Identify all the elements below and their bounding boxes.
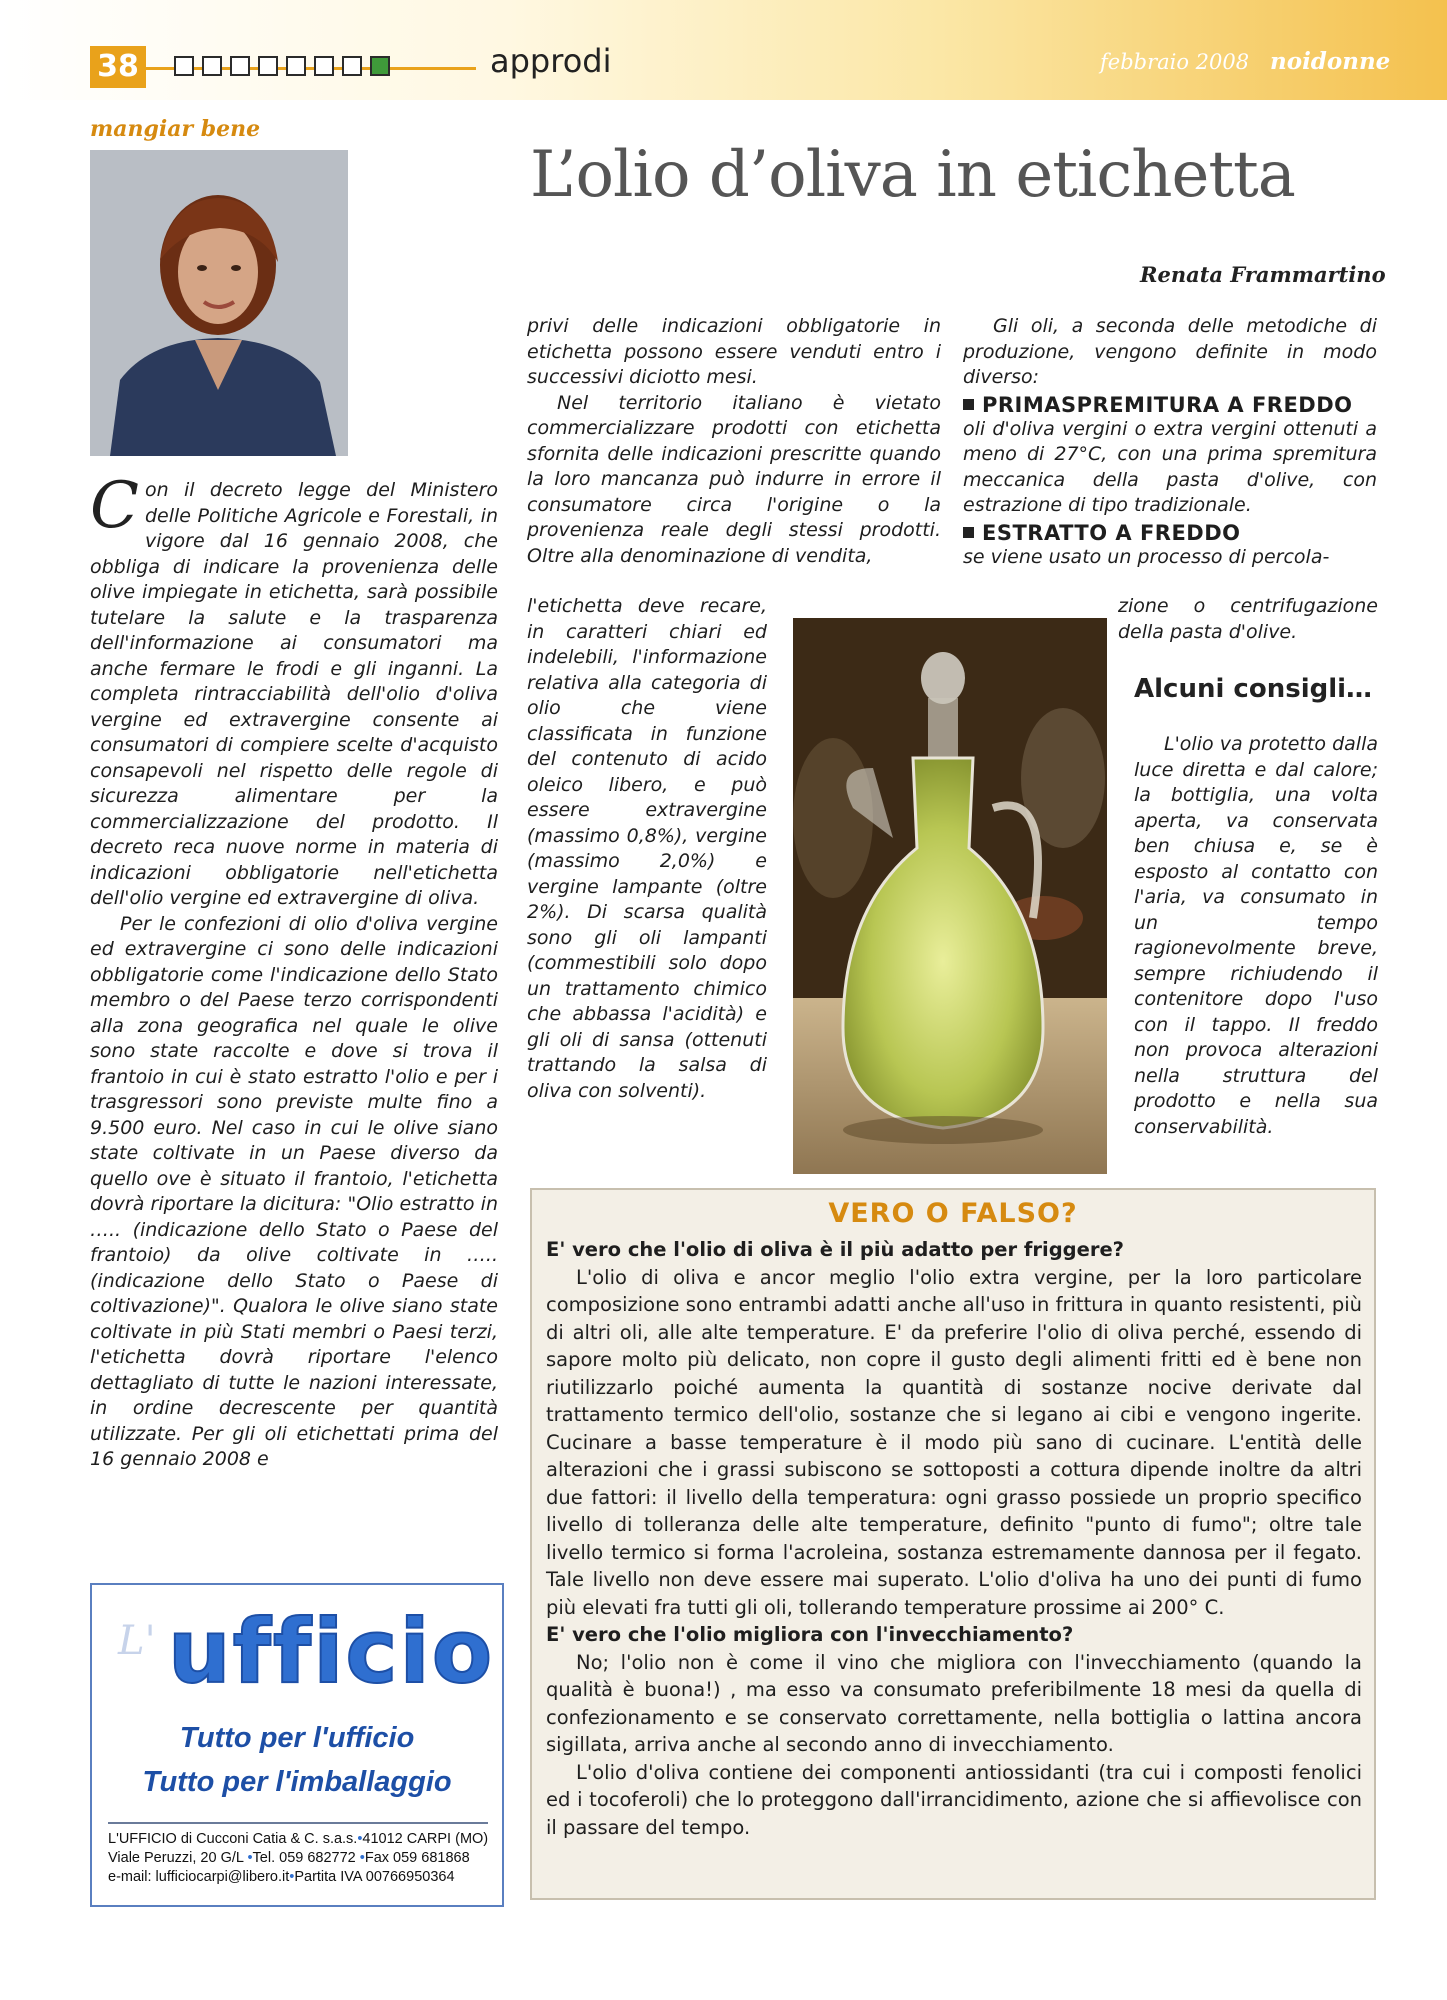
cruet-illustration	[793, 618, 1107, 1174]
ad-divider	[108, 1822, 488, 1824]
vero-falso-body	[546, 1236, 1362, 1841]
body-paragraph: se viene usato un processo di percola-	[963, 545, 1330, 568]
body-paragraph: privi delle indicazioni obbligatorie in etichetta possono essere venduti entro i successivi diciotto mesi.	[527, 315, 941, 388]
section-marker	[202, 56, 222, 76]
question: E' vero che l'olio migliora con l'invecchiamento?	[546, 1623, 1074, 1646]
subheading-primaspremitura: PRIMASPREMITURA A FREDDO	[963, 393, 1377, 417]
intro-paragraph: on il decreto legge del Ministero delle Politiche Agricole e Forestali, in vigore dal 16 gennaio 2008, che obbliga di indicare la provenienza delle olive impiegate in etichetta, sarà possibile tutelare la salute e la trasparenza dell'informazione ai consumatori ma anche fermare le frodi e gli inganni. La completa rintracciabilità dell'olio d'oliva vergine ed extravergine consente ai consumatori di compiere scelte d'acquisto consapevoli nel rispetto delle regole di sicurezza alimentare per la commercializzazione del prodotto. Il decreto reca nuove norme in materia di indicazioni obbligatorie nell'etichetta dell'olio vergine ed extravergine di oliva.	[90, 479, 498, 909]
ad-line: L'UFFICIO di Cucconi Catia & C. s.a.s.•41012 CARPI (MO)	[108, 1831, 489, 1847]
vero-falso-title: VERO O FALSO?	[828, 1198, 1078, 1229]
rubric: mangiar bene	[90, 116, 261, 142]
bullet-square-icon	[963, 399, 974, 410]
ad-brand-logo: ufficio	[168, 1600, 495, 1703]
magazine-name: noidonne	[1270, 48, 1391, 75]
ad-tagline: Tutto per l'imballaggio	[142, 1766, 452, 1798]
bullet-square-icon	[963, 527, 974, 538]
answer: L'olio di oliva e ancor meglio l'olio extra vergine, per la loro particolare composizione sono entrambi adatti anche all'uso in frittura in quanto resistenti, più di altri oli, alle alte temperature. E' da preferire l'olio di oliva perché, essendo di sapore molto più delicato, non copre il gusto degli alimenti fritti ed è bene non riutilizzarlo poiché aumenta la quantità di sostanze nocive derivate dal trattamento termico dell'olio, sostanze che si legano ai cibi e vengono ingerite. Cucinare a basse temperature è il modo più sano di cucinare. L'entità delle alterazioni che i grassi subiscono se sottoposti a cottura dipende inoltre da altri due fattori: il livello della temperatura: ogni grasso possiede un proprio specifico livello di tolleranza delle alte temperature, definito "punto di fumo"; oltre tale livello termico si forma l'acroleina, sostanza estremamente dannosa per il fegato. Tale livello non deve essere mai superato. L'olio d'oliva ha uno dei punti di fumo più elevati fra tutti gli oli, tollerando temperature prossime ai 200° C.	[546, 1265, 1362, 1619]
body-paragraph: l'etichetta deve recare, in caratteri chiari ed indelebili, l'informazione relativa alla categoria di olio che viene classificata in funzione del contenuto di acido oleico libero, e può essere extravergine (massimo 0,8%), vergine (massimo 2,0%) e vergine lampante (oltre 2%). Di scarsa qualità sono gli oli lampanti (commestibili solo dopo un trattamento chimico che abbassa l'acidità) e gli oli di sansa (ottenuti trattando la salsa di oliva con solventi).	[527, 595, 767, 1102]
section-marker	[258, 56, 278, 76]
body-paragraph: zione o centrifugazione della pasta d'olive.	[1118, 595, 1378, 643]
page-number: 38	[90, 46, 146, 88]
ad-line: e-mail: lufficiocarpi@libero.it•Partita IVA 00766950364	[108, 1869, 455, 1885]
section-marker-active	[370, 56, 390, 76]
olive-oil-cruet-photo	[793, 618, 1107, 1174]
section-marker	[342, 56, 362, 76]
body-paragraph: Nel territorio italiano è vietato commercializzare prodotti con etichetta sfornita delle indicazioni prescritte quando la loro mancanza può indurre in errore il consumatore circa l'origine o la provenienza reale degli stessi prodotti. Oltre alla denominazione di vendita,	[527, 391, 941, 567]
issue-date: febbraio 2008	[1100, 50, 1250, 74]
consigli-text: L'olio va protetto dalla luce diretta e dal calore; la bottiglia, una volta aperta, va conservata ben chiusa e, se è esposto al contatto con l'aria, va consumato in un tempo ragionevolmente breve, sempre richiudendo il contenitore dopo l'uso con il tappo. Il freddo non provoca alterazioni nella struttura del prodotto e nella sua conservabilità.	[1134, 733, 1378, 1138]
portrait-illustration	[90, 150, 348, 456]
article-column-1	[90, 469, 498, 1473]
ad-line: Viale Peruzzi, 20 G/L •Tel. 059 682772 •Fax 059 681868	[108, 1850, 470, 1866]
ad-script-text: L'	[118, 1618, 156, 1664]
article-column-3	[963, 314, 1377, 570]
article-column-2-wrap	[527, 594, 767, 1104]
drop-cap: C	[90, 469, 139, 543]
section-markers	[174, 56, 390, 78]
author-portrait	[90, 150, 348, 456]
article-column-3-wrap	[1118, 594, 1378, 645]
author-byline: Renata Frammartino	[1140, 262, 1386, 287]
body-paragraph: Per le confezioni di olio d'oliva vergine ed extravergine ci sono delle indicazioni obbligatorie come l'indicazione dello Stato membro o del Paese terzo corrispondenti alla zona geografica nel quale le olive sono state raccolte e dove si trova il frantoio in cui è stato estratto l'olio e per i trasgressori sono previste multe fino a 9.500 euro. Nel caso in cui le olive siano state coltivate in un Paese diverso da quello ove è situato il frantoio, l'etichetta dovrà riportare la dicitura: "Olio estratto in ….. (indicazione dello Stato o Paese del frantoio) da olive coltivate in ….. (indicazione dello Stato o Paese di coltivazione)". Qualora le olive siano state coltivate in più Stati membri o Paesi terzi, l'etichetta dovrà riportare l'elenco dettagliato di tutte le nazioni interessate, in ordine decrescente per quantità utilizzate. Per gli oli etichettati prima del 16 gennaio 2008 e	[90, 912, 498, 1470]
answer: L'olio d'oliva contiene dei componenti antiossidanti (tra cui i composti fenolici ed i tocoferoli) che lo proteggono dall'irrancidimento, azione che si affievolisce con il passare del tempo.	[546, 1760, 1362, 1839]
question: E' vero che l'olio di oliva è il più adatto per friggere?	[546, 1238, 1124, 1261]
body-paragraph: Gli oli, a seconda delle metodiche di produzione, vengono definite in modo diverso:	[963, 315, 1377, 388]
section-marker	[174, 56, 194, 76]
article-title: L’olio d’oliva in etichetta	[530, 138, 1295, 212]
subheading-estratto: ESTRATTO A FREDDO	[963, 521, 1377, 545]
section-marker	[286, 56, 306, 76]
article-column-2	[527, 314, 941, 569]
section-title: approdi	[490, 42, 612, 80]
answer: No; l'olio non è come il vino che migliora con l'invecchiamento (quando la qualità è buona!) , ma esso va consumato preferibilmente 18 mesi da quella di confezionamento e se conservato correttamente, nella bottiglia o lattina ancora sigillata, arriva anche al secondo anno di invecchiamento.	[546, 1650, 1362, 1756]
consigli-title: Alcuni consigli…	[1134, 674, 1373, 704]
section-marker	[230, 56, 250, 76]
ad-contact-info	[108, 1830, 498, 1887]
ad-tagline: Tutto per l'ufficio	[179, 1722, 415, 1754]
section-marker	[314, 56, 334, 76]
body-paragraph: oli d'oliva vergini o extra vergini ottenuti a meno di 27°C, con una prima spremitura meccanica della pasta d'olive, con estrazione di tipo tradizionale.	[963, 417, 1377, 516]
